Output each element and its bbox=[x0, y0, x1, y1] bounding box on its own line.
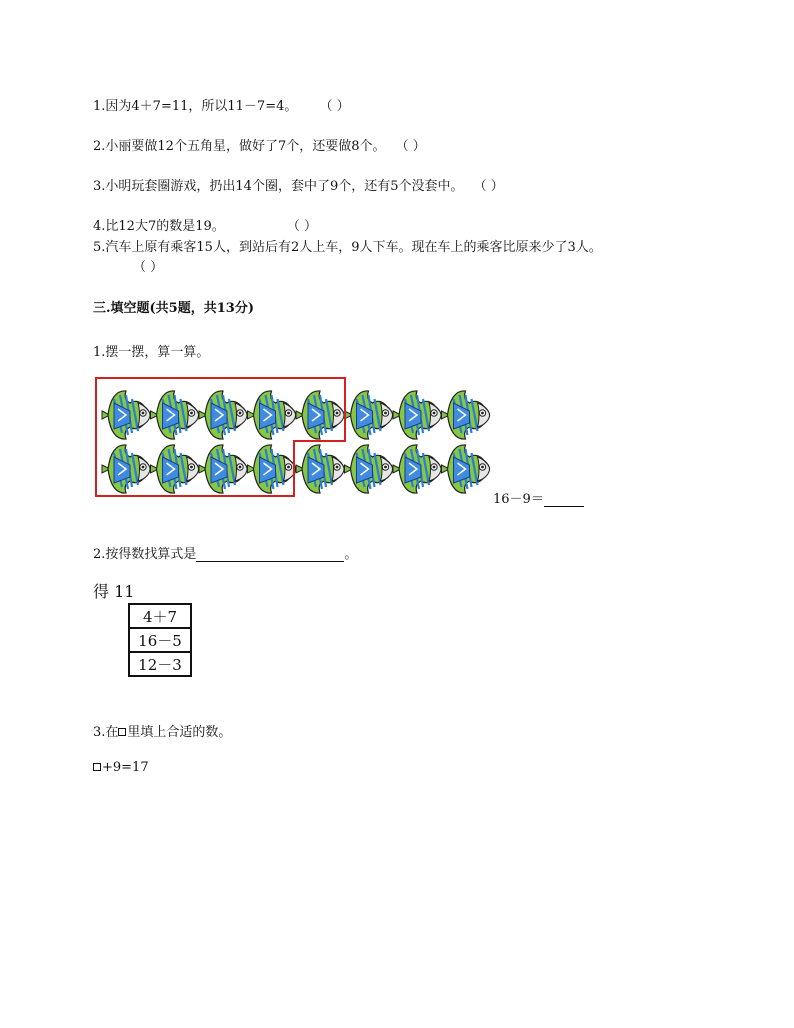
answer-paren-1[interactable]: （ ） bbox=[319, 99, 350, 114]
option-2[interactable]: 16－5 bbox=[129, 628, 191, 652]
fish-equation bbox=[493, 488, 584, 507]
question-5-paren-line bbox=[133, 256, 163, 275]
fish-icon bbox=[102, 445, 150, 493]
fish-icon bbox=[442, 445, 490, 493]
option-1[interactable]: 4＋7 bbox=[129, 604, 191, 628]
question-1-text: 1.因为4＋7=11，所以11－7=4。 bbox=[93, 99, 298, 114]
fill-question-2-text: 2.按得数找算式是 bbox=[93, 547, 197, 562]
fill-question-3-text-rest: 里填上合适的数。 bbox=[127, 725, 232, 740]
answer-paren-5[interactable]: （ ） bbox=[133, 260, 164, 275]
fish-equation-text: 16－9＝ bbox=[493, 492, 544, 507]
fish-icon bbox=[199, 391, 247, 439]
equation-text: +9=17 bbox=[102, 760, 149, 775]
fish-figure bbox=[94, 373, 494, 501]
fish-icon bbox=[345, 445, 393, 493]
question-3 bbox=[93, 175, 504, 194]
options-table bbox=[128, 603, 192, 677]
fill-question-3-equation bbox=[93, 760, 149, 775]
answer-blank-2[interactable] bbox=[196, 546, 344, 562]
blank-box-icon bbox=[118, 728, 126, 736]
fill-question-3-text: 3.在 bbox=[93, 725, 119, 740]
question-5 bbox=[93, 236, 602, 255]
fish-icon bbox=[102, 391, 150, 439]
answer-paren-3[interactable]: （ ） bbox=[473, 179, 504, 194]
question-4 bbox=[93, 215, 317, 234]
fish-icon bbox=[248, 391, 296, 439]
fish-icon bbox=[296, 445, 344, 493]
answer-blank-1[interactable] bbox=[544, 492, 584, 507]
question-5-text: 5.汽车上原有乘客15人，到站后有2人上车，9人下车。现在车上的乘客比原来少了3人。 bbox=[93, 240, 602, 255]
fish-icon bbox=[393, 445, 441, 493]
question-2-text: 2.小丽要做12个五角星，做好了7个，还要做8个。 bbox=[93, 139, 386, 154]
fish-icon bbox=[393, 391, 441, 439]
fish-icon bbox=[248, 445, 296, 493]
fill-question-1: 1.摆一摆，算一算。 bbox=[93, 345, 210, 360]
question-2 bbox=[93, 135, 426, 154]
fish-icon bbox=[199, 445, 247, 493]
section-heading: 三.填空题(共5题，共13分) bbox=[93, 301, 254, 316]
question-3-text: 3.小明玩套圈游戏，扔出14个圈，套中了9个，还有5个没套中。 bbox=[93, 179, 464, 194]
fish-icon bbox=[442, 391, 490, 439]
fish-icon bbox=[345, 391, 393, 439]
question-4-text: 4.比12大7的数是19。 bbox=[93, 219, 225, 234]
answer-paren-2[interactable]: （ ） bbox=[395, 139, 426, 154]
fish-icon bbox=[151, 391, 199, 439]
fill-question-3 bbox=[93, 721, 231, 740]
option-3[interactable]: 12－3 bbox=[129, 652, 191, 676]
fill-question-2 bbox=[93, 543, 357, 562]
answer-box[interactable] bbox=[93, 763, 101, 771]
result-label: 得 11 bbox=[93, 582, 135, 601]
fish-icon bbox=[296, 391, 344, 439]
fill-question-2-suffix: 。 bbox=[344, 547, 358, 562]
question-1 bbox=[93, 95, 350, 114]
answer-paren-4[interactable]: （ ） bbox=[286, 219, 318, 234]
fish-icon bbox=[151, 445, 199, 493]
